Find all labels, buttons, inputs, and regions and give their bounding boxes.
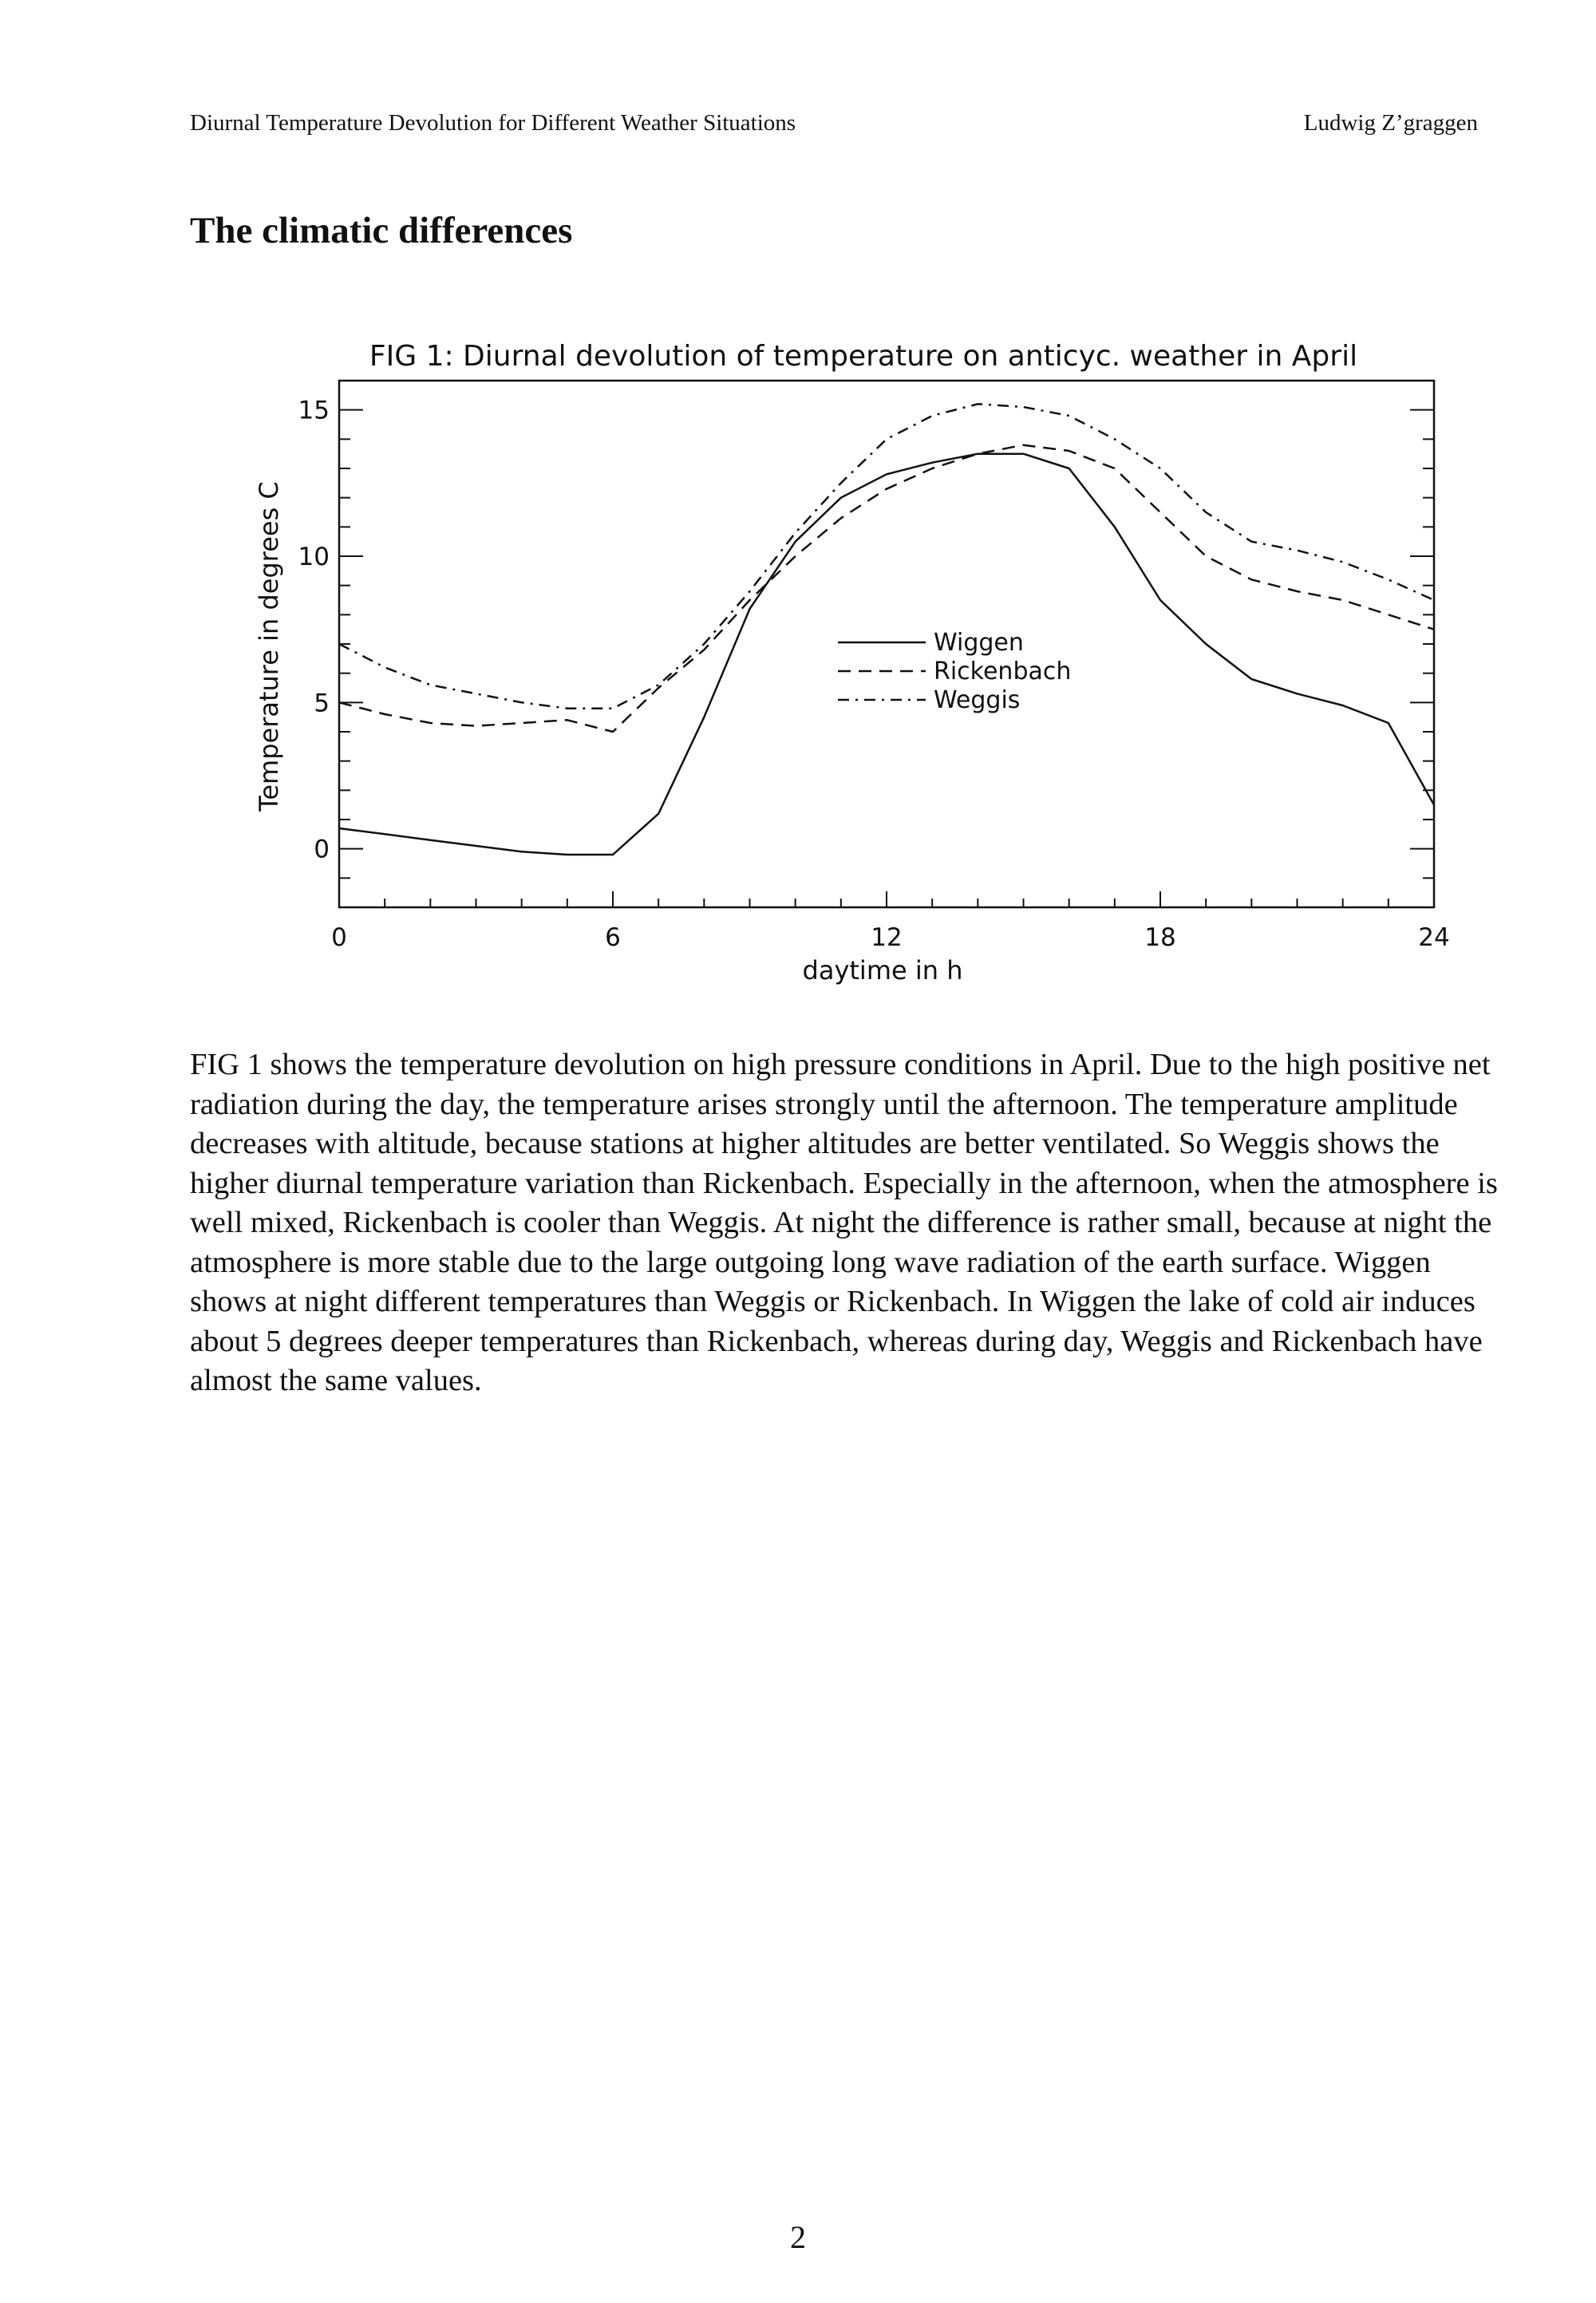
- y-axis-label: Temperature in degrees C: [254, 481, 284, 812]
- series-lines: [339, 404, 1434, 855]
- running-header-author: Ludwig Z’graggen: [1303, 110, 1478, 136]
- x-tick-label: 12: [871, 923, 903, 952]
- x-tick-label: 24: [1418, 923, 1450, 952]
- y-tick-label: 5: [314, 689, 330, 718]
- chart-title: FIG 1: Diurnal devolution of temperature on anticyc. weather in April: [369, 340, 1358, 373]
- y-tick-label: 15: [298, 396, 330, 425]
- temperature-chart: [0, 0, 1596, 1005]
- axis-ticks: [339, 381, 1434, 907]
- legend-label-rickenbach: Rickenbach: [934, 658, 1072, 685]
- x-tick-label: 18: [1144, 923, 1176, 952]
- page-number: 2: [790, 2219, 806, 2255]
- running-header-title: Diurnal Temperature Devolution for Different Weather Situations: [190, 110, 796, 136]
- chart-legend: [838, 629, 1071, 714]
- series-line-rickenbach: [339, 445, 1434, 732]
- legend-label-weggis: Weggis: [934, 686, 1021, 714]
- series-line-wiggen: [339, 454, 1434, 855]
- x-tick-label: 0: [331, 923, 347, 952]
- section-title: The climatic differences: [190, 210, 573, 251]
- x-tick-label: 6: [605, 923, 621, 952]
- x-axis-label: daytime in h: [802, 955, 963, 986]
- body-paragraph: FIG 1 shows the temperature devolution on high pressure conditions in April. Due to the high positive net radiation during the day, the temperature arises strongly until the afternoon. The temperature amplitude decreases with altitude, because stations at higher altitudes are better ventilated. So Weggis shows the higher diurnal temperature variation than Rickenbach. Especially in the afternoon, when the atmosphere is well mixed, Rickenbach is cooler than Weggis. At night the difference is rather small, because at night the atmosphere is more stable due to the large outgoing long wave radiation of the earth surface. Wiggen shows at night different temperatures than Weggis or Rickenbach. In Wiggen the lake of cold air induces about 5 degrees deeper temperatures than Rickenbach, whereas during day, Weggis and Rickenbach have almost the same values.: [190, 1048, 1498, 1397]
- y-tick-label: 0: [314, 835, 330, 864]
- plot-frame: [339, 381, 1434, 907]
- y-tick-label: 10: [298, 543, 330, 571]
- legend-label-wiggen: Wiggen: [934, 629, 1024, 657]
- series-line-weggis: [339, 404, 1434, 708]
